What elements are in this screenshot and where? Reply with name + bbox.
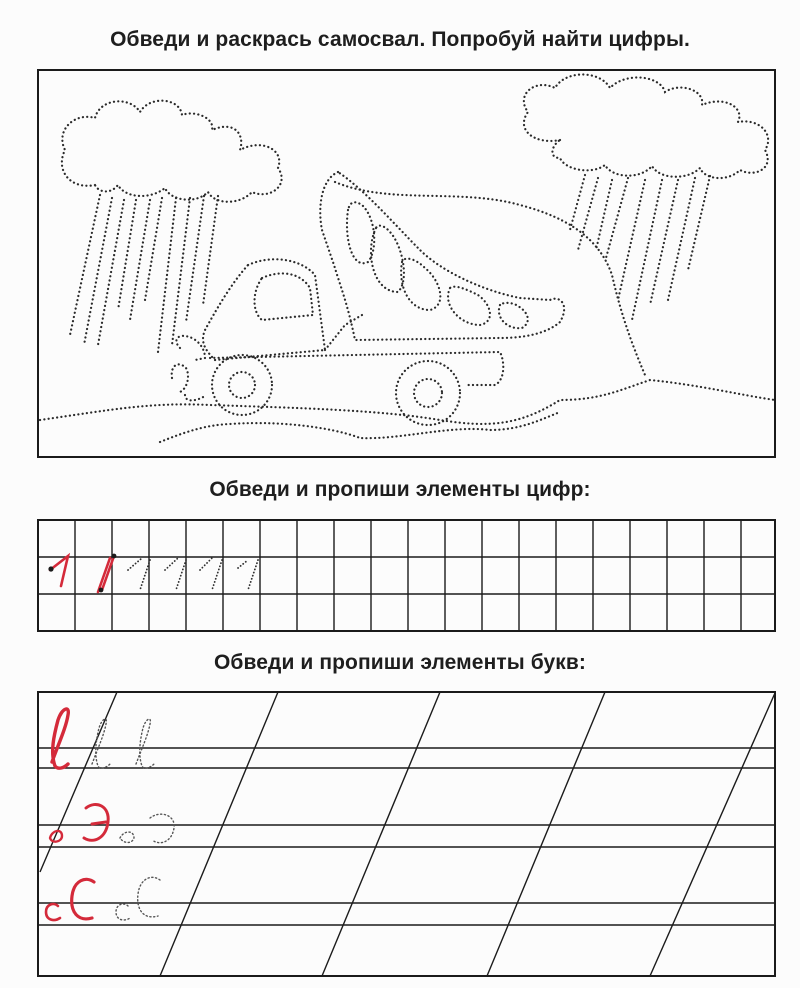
task-digits-title: Обведи и пропиши элементы цифр: [209,478,591,501]
task-trace-and-color-title: Обведи и раскрась самосвал. Попробуй найти цифры. [110,28,690,51]
picture-frame [38,70,775,457]
start-dot [48,566,53,571]
ground-line-lower [160,412,560,442]
left-rain [70,195,218,352]
right-cloud-outline [524,75,768,179]
red-c-sample [46,904,60,920]
digit-one-samples [48,554,258,593]
red-loop-sample [52,709,68,768]
letter-practice-grid [38,692,775,976]
right-rain [570,175,710,320]
digit-practice-grid [38,520,775,631]
truck-wheels [212,355,460,425]
task-letters-title: Обведи и пропиши элементы букв: [214,651,586,674]
red-digit-one-sample [50,556,68,586]
dump-truck [172,172,564,400]
left-cloud-outline [62,101,282,202]
